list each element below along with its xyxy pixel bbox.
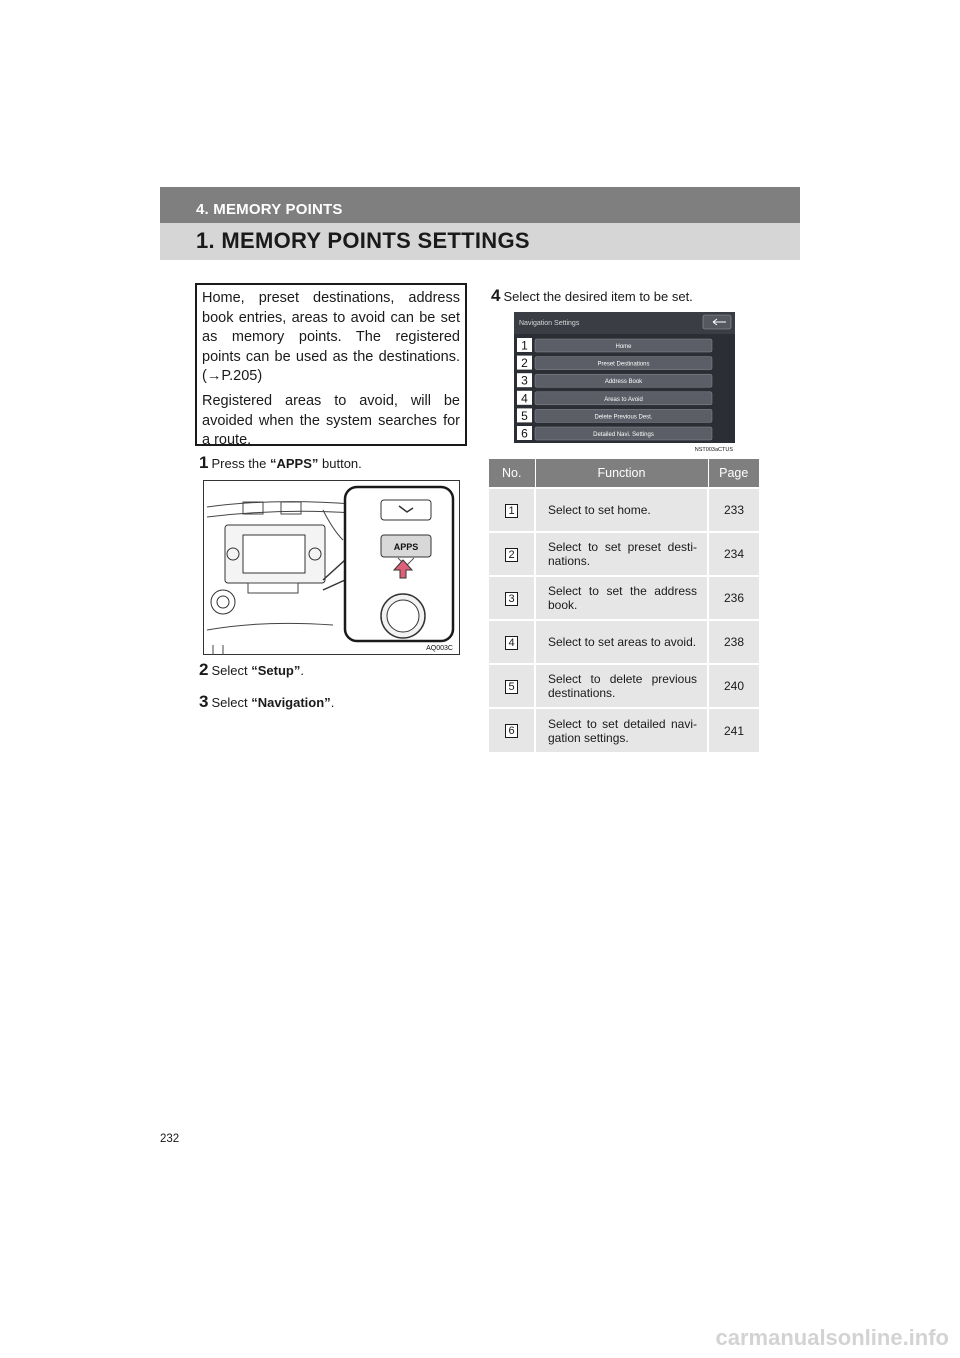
- screen-title: Navigation Settings: [519, 320, 580, 327]
- number-box: 4: [505, 636, 518, 650]
- step-number: 3: [199, 692, 209, 711]
- function-cell: Select to set the address book.: [535, 576, 708, 620]
- step-4: [491, 288, 693, 305]
- step-3: [199, 694, 334, 711]
- step-number: 4: [491, 286, 501, 305]
- number-box: 6: [505, 724, 518, 738]
- page-title: 1. MEMORY POINTS SETTINGS: [196, 228, 530, 253]
- nav-settings-row: [517, 356, 712, 371]
- step-text: .: [330, 695, 335, 710]
- navigation-settings-screenshot: [514, 312, 735, 453]
- row-label: Address Book: [604, 379, 643, 386]
- intro-box: [195, 283, 467, 449]
- nav-settings-row: [517, 338, 712, 353]
- intro-paragraph-1: Home, preset destinations, address book entries, areas to avoid can be set as memory points. The registered points can be used as the destinations. (→P.205): [202, 290, 460, 385]
- row-number: 4: [521, 391, 528, 406]
- column-header-no: No.: [489, 459, 535, 488]
- nav-settings-row: [517, 426, 712, 441]
- table-row: [489, 576, 759, 620]
- figure-code: NST003aCTUS: [694, 447, 733, 453]
- page-cell: 238: [708, 620, 759, 664]
- nav-settings-row: [517, 391, 712, 406]
- apps-button-illustration: [203, 480, 460, 655]
- row-number: 3: [521, 373, 528, 388]
- apps-label: APPS: [393, 542, 419, 552]
- row-number: 6: [521, 426, 528, 441]
- number-box: 2: [505, 548, 518, 562]
- table-header-row: [489, 459, 759, 488]
- page-cell: 240: [708, 664, 759, 708]
- figure-code: AQ003C: [426, 645, 453, 652]
- function-cell: Select to set detailed navi-gation settings.: [535, 708, 708, 752]
- row-label: Home: [615, 344, 632, 350]
- row-number: 1: [521, 338, 528, 353]
- table-row: [489, 532, 759, 576]
- step-text: .: [300, 663, 304, 678]
- intro-paragraph-2: Registered areas to avoid, will be avoided when the system searches for a route.: [202, 392, 460, 449]
- number-box: 3: [505, 592, 518, 606]
- step-text: Select: [211, 695, 252, 710]
- number-box: 5: [505, 680, 518, 694]
- row-label: Detailed Navi. Settings: [593, 432, 654, 438]
- step-2: [199, 662, 304, 679]
- step-text: Press the: [211, 456, 270, 471]
- table-row: [489, 664, 759, 708]
- page-cell: 241: [708, 708, 759, 752]
- step-key: “Setup”: [251, 663, 301, 678]
- step-text: Select: [211, 663, 252, 678]
- function-cell: Select to set home.: [535, 488, 708, 532]
- step-number: 2: [199, 660, 209, 679]
- column-header-function: Function: [535, 459, 708, 488]
- step-key: “APPS”: [270, 456, 319, 471]
- number-box: 1: [505, 504, 518, 518]
- function-cell: Select to delete previous destinations.: [535, 664, 708, 708]
- row-label: Areas to Avoid: [604, 396, 643, 403]
- step-text: Select the desired item to be set.: [503, 289, 693, 304]
- page-cell: 236: [708, 576, 759, 620]
- function-cell: Select to set areas to avoid.: [535, 620, 708, 664]
- row-label: Preset Destinations: [597, 361, 650, 368]
- step-1: [199, 455, 362, 472]
- table-row: [489, 488, 759, 532]
- section-title: 4. MEMORY POINTS: [196, 201, 343, 218]
- step-key: “Navigation”: [251, 695, 331, 710]
- table-row: [489, 620, 759, 664]
- row-label: Delete Previous Dest.: [594, 414, 653, 421]
- step-text: button.: [318, 456, 362, 471]
- row-number: 2: [521, 356, 528, 371]
- table-row: [489, 708, 759, 752]
- nav-settings-row: [517, 408, 712, 423]
- page-cell: 234: [708, 532, 759, 576]
- nav-settings-row: [517, 373, 712, 388]
- page-number: 232: [160, 1133, 180, 1145]
- column-header-page: Page: [708, 459, 759, 488]
- step-number: 1: [199, 453, 209, 472]
- page-cell: 233: [708, 488, 759, 532]
- function-cell: Select to set preset desti-nations.: [535, 532, 708, 576]
- row-number: 5: [521, 408, 528, 423]
- watermark: carmanualsonline.info: [715, 1325, 949, 1350]
- function-table: [489, 459, 759, 752]
